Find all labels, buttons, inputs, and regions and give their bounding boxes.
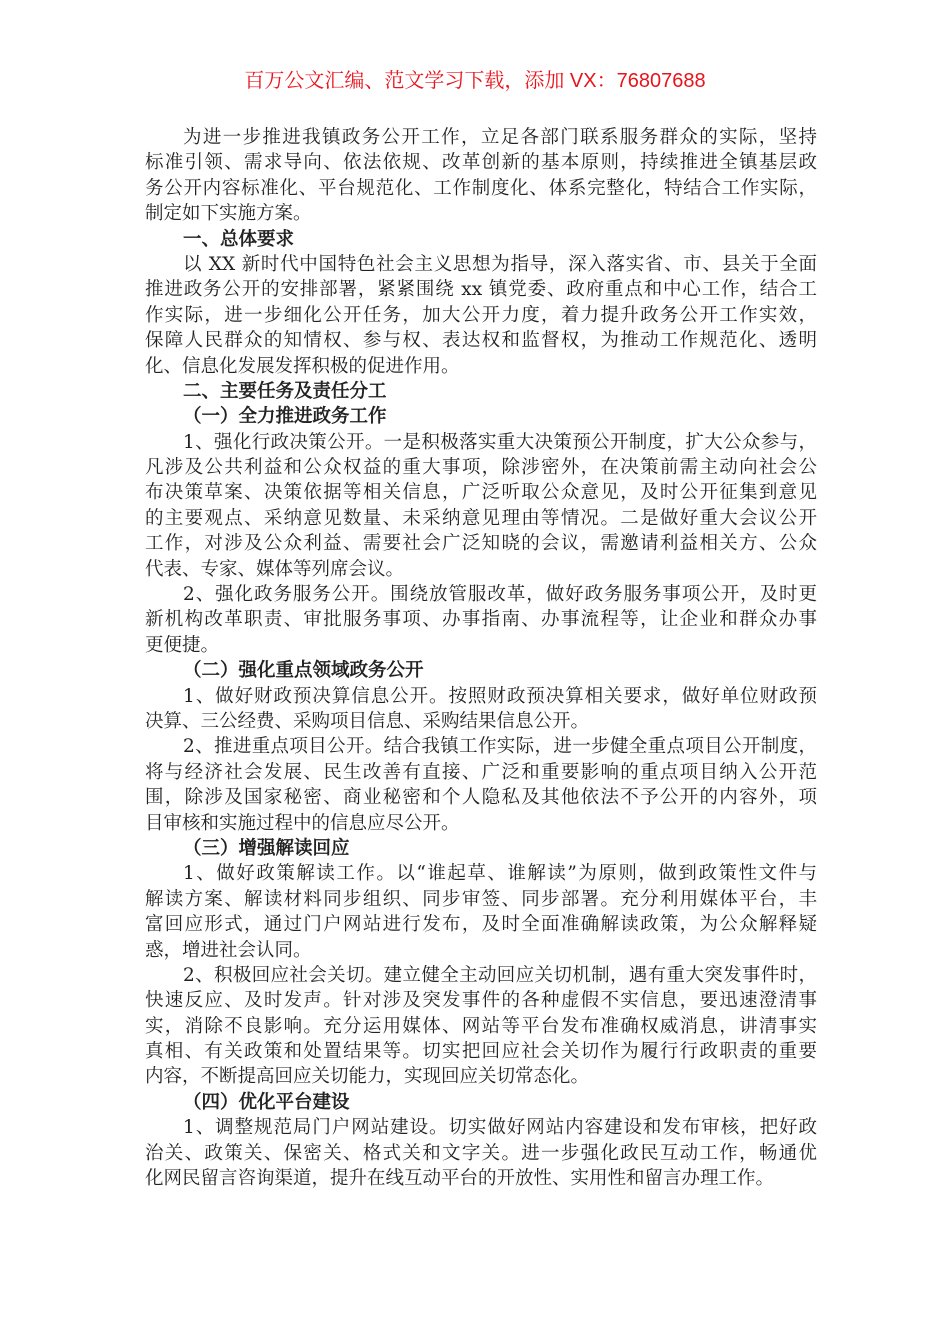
paragraph-line: 内容，不断提高回应关切能力，实现回应关切常态化。 — [145, 1066, 590, 1088]
paragraph — [145, 1115, 817, 1191]
paragraph-line: 2、推进重点项目公开。结合我镇工作实际，进一步健全重点项目公开制度， — [183, 736, 817, 758]
heading-text: 一、总体要求 — [183, 228, 295, 250]
paragraph-line: 实，消除不良影响。充分运用媒体、网站等平台发布准确权威消息，讲清事实 — [145, 1015, 817, 1037]
paragraph-line: 凡涉及公共利益和公众权益的重大事项，除涉密外，在决策前需主动向社会公 — [145, 457, 817, 479]
heading-text: （四）优化平台建设 — [183, 1091, 350, 1113]
paragraph-line: 保障人民群众的知情权、参与权、表达权和监督权，为推动工作规范化、透明 — [145, 330, 817, 352]
paragraph-line: 作实际，进一步细化公开任务，加大公开力度，着力提升政务公开工作实效， — [145, 304, 817, 326]
paragraph — [145, 734, 817, 836]
paragraph-line: 为进一步推进我镇政务公开工作，立足各部门联系服务群众的实际，坚持 — [183, 127, 817, 148]
paragraph-line: 惑，增进社会认同。 — [145, 939, 312, 961]
paragraph-line: 标准引领、需求导向、依法依规、改革创新的基本原则，持续推进全镇基层政 — [145, 152, 817, 174]
section-heading — [145, 1090, 817, 1115]
watermark-banner: 百万公文汇编、范文学习下载，添加 VX：76807688 — [244, 70, 706, 92]
section-heading — [145, 379, 817, 404]
paragraph — [145, 684, 817, 735]
paragraph-line: 工作，对涉及公众利益、需要社会广泛知晓的会议，需邀请利益相关方、公众 — [145, 533, 817, 555]
heading-text: （二）强化重点领域政务公开 — [183, 660, 424, 682]
section-heading — [145, 658, 817, 683]
paragraph — [145, 430, 817, 582]
paragraph-line: 1、做好财政预决算信息公开。按照财政预决算相关要求，做好单位财政预 — [183, 685, 817, 707]
paragraph — [145, 963, 817, 1090]
paragraph-line: 化网民留言咨询渠道，提升在线互动平台的开放性、实用性和留言办理工作。 — [145, 1168, 775, 1190]
paragraph-line: 目审核和实施过程中的信息应尽公开。 — [145, 812, 460, 834]
paragraph-line: 以 XX 新时代中国特色社会主义思想为指导，深入落实省、市、县关于全面 — [183, 253, 817, 275]
paragraph-line: 决算、三公经费、采购项目信息、采购结果信息公开。 — [145, 710, 590, 732]
paragraph-line: 更便捷。 — [145, 634, 220, 656]
section-heading — [145, 404, 817, 429]
paragraph — [145, 252, 817, 379]
paragraph — [145, 582, 817, 658]
section-heading — [145, 836, 817, 861]
paragraph-line: 快速反应、及时发声。针对涉及突发事件的各种虚假不实信息，要迅速澄清事 — [145, 990, 817, 1012]
paragraph-line: 1、调整规范局门户网站建设。切实做好网站内容建设和发布审核，把好政 — [183, 1117, 817, 1139]
paragraph — [145, 861, 817, 963]
paragraph-line: 治关、政策关、保密关、格式关和文字关。进一步强化政民互动工作，畅通优 — [145, 1142, 817, 1164]
paragraph-line: 制定如下实施方案。 — [145, 203, 312, 225]
paragraph-line: 富回应形式，通过门户网站进行发布，及时全面准确解读政策，为公众解释疑 — [145, 914, 817, 936]
section-heading — [145, 227, 817, 252]
paragraph-line: 1、强化行政决策公开。一是积极落实重大决策预公开制度，扩大公众参与， — [183, 431, 817, 453]
heading-text: （三）增强解读回应 — [183, 837, 350, 859]
paragraph-line: 推进政务公开的安排部署，紧紧围绕 xx 镇党委、政府重点和中心工作，结合工 — [145, 279, 817, 301]
paragraph-line: 解读方案、解读材料同步组织、同步审签、同步部署。充分利用媒体平台，丰 — [145, 888, 817, 910]
paragraph-line: 布决策草案、决策依据等相关信息，广泛听取公众意见，及时公开征集到意见 — [145, 482, 817, 504]
document-body — [145, 125, 817, 1191]
heading-text: （一）全力推进政务工作 — [183, 406, 387, 428]
paragraph-line: 新机构改革职责、审批服务事项、办事指南、办事流程等，让企业和群众办事 — [145, 609, 817, 631]
paragraph-line: 务公开内容标准化、平台规范化、工作制度化、体系完整化，特结合工作实际， — [145, 177, 817, 199]
paragraph-line: 代表、专家、媒体等列席会议。 — [145, 558, 405, 580]
paragraph-line: 1、做好政策解读工作。以“谁起草、谁解读”为原则，做到政策性文件与 — [183, 863, 817, 885]
paragraph-line: 将与经济社会发展、民生改善有直接、广泛和重要影响的重点项目纳入公开范 — [145, 761, 817, 783]
paragraph — [145, 125, 817, 227]
paragraph-line: 2、积极回应社会关切。建立健全主动回应关切机制，遇有重大突发事件时， — [183, 964, 817, 986]
heading-text: 二、主要任务及责任分工 — [183, 380, 387, 402]
paragraph-line: 2、强化政务服务公开。围绕放管服改革，做好政务服务事项公开，及时更 — [183, 584, 817, 606]
paragraph-line: 真相、有关政策和处置结果等。切实把回应社会关切作为履行行政职责的重要 — [145, 1041, 817, 1063]
paragraph-line: 化、信息化发展发挥积极的促进作用。 — [145, 355, 460, 377]
paragraph-line: 围，除涉及国家秘密、商业秘密和个人隐私及其他依法不予公开的内容外，项 — [145, 787, 817, 809]
paragraph-line: 的主要观点、采纳意见数量、未采纳意见理由等情况。二是做好重大会议公开 — [145, 507, 817, 529]
